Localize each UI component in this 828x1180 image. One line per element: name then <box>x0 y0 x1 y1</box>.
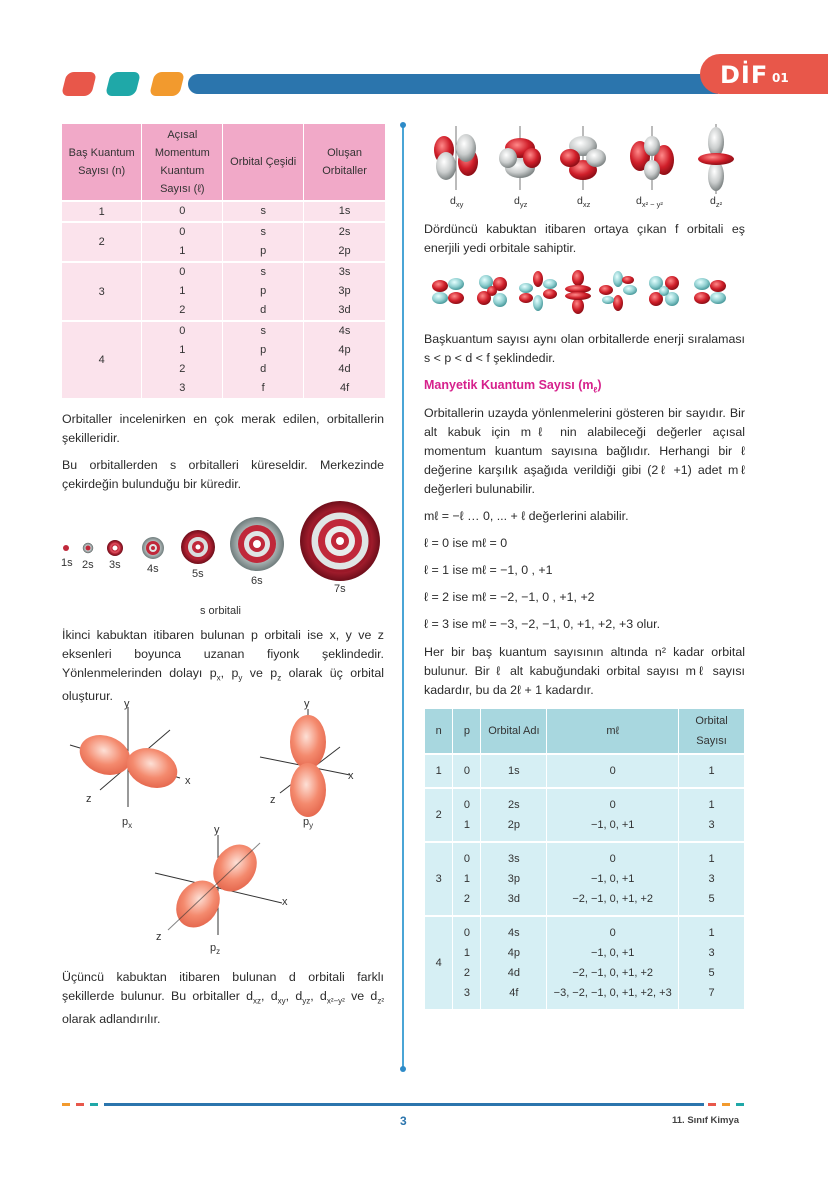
cell-orbital <box>304 262 386 321</box>
header-bar <box>188 74 718 94</box>
cell-l-value: 0 <box>179 266 186 278</box>
col-header: Baş Kuantum Sayısı (n) <box>62 124 142 201</box>
cell-n: 2 <box>425 788 453 842</box>
subscript: yz <box>302 996 311 1006</box>
divider-dot <box>400 122 406 128</box>
quantum-numbers-table <box>62 124 386 398</box>
f-orbital <box>599 271 637 311</box>
paragraph: Her bir baş kuantum sayısının altında n² kadar orbital bulunur. Bir ℓ alt kabuğundaki orbital sayısı mℓ sayısı kadardır, bu da 2ℓ + 1 kadardır. <box>424 645 745 697</box>
subscript: z <box>277 673 282 683</box>
cell-count <box>679 916 745 1009</box>
subscript: z² <box>715 200 723 209</box>
cell-count-value: 5 <box>708 967 715 979</box>
cell-type <box>223 262 304 321</box>
f-orbital <box>432 278 464 304</box>
f-orbital <box>694 278 726 304</box>
cell-p-value: 0 <box>463 799 470 811</box>
cell-n: 1 <box>425 754 453 788</box>
p-text: olarak adlandırılır. <box>62 1012 161 1027</box>
col-header: Orbital Sayısı <box>679 709 745 754</box>
f-orbital <box>519 271 557 311</box>
cell-count <box>679 754 745 788</box>
p-text: İkinci kabuktan itibaren bulunan p orbitali ise x, y ve z eksenleri boyunca uzanan fiyonk şeklindedir. Yönlenmelerinden dolayı p <box>62 628 384 680</box>
table-row <box>62 262 386 321</box>
equation: ℓ = 2 ise mℓ = −2, −1, 0 , +1, +2 <box>424 590 595 604</box>
f-orbital <box>649 276 679 306</box>
subscript: ℓ <box>593 385 598 395</box>
cell-type <box>223 321 304 398</box>
cell-name-value: 2s <box>508 799 520 811</box>
cell-orbital-value: 1s <box>338 205 351 217</box>
subscript: x <box>128 821 133 830</box>
cell-name-value: 1s <box>508 765 520 777</box>
cell-name <box>481 788 547 842</box>
cell-p-value: 0 <box>463 927 470 939</box>
footer-dash <box>76 1103 84 1106</box>
table-row <box>425 916 745 1009</box>
cell-name-value: 3p <box>507 873 520 885</box>
table-row <box>425 788 745 842</box>
column-divider <box>402 124 404 1070</box>
cell-orbital-value: 4f <box>339 382 350 394</box>
table-header-row <box>62 124 386 201</box>
equation: ℓ = 1 ise mℓ = −1, 0 , +1 <box>424 563 553 577</box>
cell-count-value: 1 <box>708 927 715 939</box>
cell-p <box>453 842 481 916</box>
cell-type <box>223 222 304 262</box>
paragraph: Üçüncü kabuktan itibaren bulunan d orbitali farklı şekillerde bulunur. Bu orbitaller $d_{xz}$, $d_{xy}$, $d_{yz}$, $d_{x^2-y^2}$ ve $d_{z^2}$ olarak adlandırılır. <box>62 970 384 1027</box>
paragraph: Başkuantum sayısı aynı olan orbitallerde enerji sıralaması s < p < d < f şeklindedir. <box>424 332 745 365</box>
subscript: x²−y² <box>326 996 345 1006</box>
cell-name-value: 4p <box>507 947 520 959</box>
subscript: x² − y² <box>641 200 663 209</box>
p-text: ve <box>351 989 365 1003</box>
col-header: p <box>453 709 481 754</box>
axis-label: x <box>282 896 288 908</box>
svg-text:py <box>303 816 313 830</box>
cell-count <box>679 788 745 842</box>
cell-l <box>142 321 223 398</box>
cell-l-value: 2 <box>179 363 186 375</box>
table-header-row <box>425 709 745 754</box>
p-orbitals-figure <box>60 695 400 960</box>
cell-name-value: 3s <box>508 853 520 865</box>
col-header: Orbital Çeşidi <box>223 124 304 201</box>
d-label: d <box>636 195 642 207</box>
cell-p <box>453 916 481 1009</box>
svg-text:dyz <box>514 195 528 209</box>
cell-m <box>547 842 679 916</box>
cell-p <box>453 754 481 788</box>
paragraph: Bu orbitallerden s orbitalleri küreseldir. Merkezinde çekirdeğin bulunduğu bir küredir. <box>62 458 384 491</box>
cell-type-value: d <box>260 304 267 316</box>
col-header: Orbital Adı <box>481 709 547 754</box>
axis-label: y <box>214 824 220 836</box>
cell-name <box>481 916 547 1009</box>
cell-n: 3 <box>62 262 142 321</box>
cell-p-value: 2 <box>463 967 470 979</box>
py-orbital <box>260 698 354 830</box>
cell-orbital-value: 3d <box>338 304 351 316</box>
cell-n: 2 <box>62 222 142 262</box>
p-text: ve p <box>242 666 278 680</box>
cell-m-value: −3, −2, −1, 0, +1, +2, +3 <box>553 987 672 999</box>
p-text: Üçüncü kabuktan itibaren bulunan d orbitali farklı şekillerde bulunur. Bu orbitaller d <box>62 970 384 1003</box>
section-heading <box>424 378 602 395</box>
d-label: d <box>710 195 716 207</box>
s-label: 3s <box>109 559 121 571</box>
cell-n: 4 <box>425 916 453 1009</box>
s-label: 5s <box>192 568 204 580</box>
subscript: y <box>309 821 314 830</box>
cell-m <box>547 916 679 1009</box>
paragraph: Dördüncü kabuktan itibaren ortaya çıkan f orbitali eş enerjili yedi orbitale sahiptir. <box>424 222 745 255</box>
footer-dash <box>722 1103 730 1106</box>
s-label: 2s <box>82 559 94 571</box>
cell-m <box>547 788 679 842</box>
cell-orbital <box>304 321 386 398</box>
table-row <box>425 842 745 916</box>
svg-text:dz² <box>710 195 723 209</box>
p-text: , p <box>220 666 239 680</box>
cell-l-value: 1 <box>179 285 186 297</box>
paragraph: Orbitaller incelenirken en çok merak edilen, orbitallerin şekilleridir. <box>62 412 384 445</box>
svg-text:dxz <box>577 195 591 209</box>
axis-label: z <box>156 931 162 943</box>
subscript: xy <box>277 996 286 1006</box>
cell-count-value: 7 <box>708 987 715 999</box>
section-badge <box>700 54 828 94</box>
cell-m-value: −2, −1, 0, +1, +2 <box>572 893 654 905</box>
footer-dash <box>90 1103 98 1106</box>
cell-m-value: −2, −1, 0, +1, +2 <box>572 967 654 979</box>
subscript: yz <box>519 200 528 209</box>
cell-l-value: 0 <box>179 226 186 238</box>
subscript: z² <box>377 996 384 1006</box>
cell-type-value: s <box>260 205 266 217</box>
footer-dash <box>736 1103 744 1106</box>
d-orbitals-figure <box>420 120 750 210</box>
s-orbitals-figure <box>55 500 395 604</box>
cell-orbital-value: 2s <box>338 226 351 238</box>
col-header: Oluşan Orbitaller <box>304 124 386 201</box>
d-label: d <box>577 195 583 207</box>
cell-count-value: 3 <box>708 819 715 831</box>
d-label: d <box>450 195 456 207</box>
axis-label: z <box>86 793 92 805</box>
cell-type-value: p <box>260 344 267 356</box>
d-label: d <box>514 195 520 207</box>
page-number: 3 <box>400 1114 407 1128</box>
equation: ℓ = 0 ise mℓ = 0 <box>424 536 508 550</box>
cell-n: 1 <box>62 201 142 222</box>
pz-orbital <box>155 824 288 956</box>
axis-label: y <box>304 698 310 710</box>
cell-p-value: 1 <box>463 819 470 831</box>
cell-p-value: 1 <box>463 873 470 885</box>
subscript: x <box>216 673 221 683</box>
subscript: xy <box>455 200 464 209</box>
s-label: 4s <box>147 563 159 575</box>
cell-name-value: 4s <box>508 927 520 939</box>
cell-m-value: 0 <box>609 853 616 865</box>
cell-name-value: 3d <box>507 893 520 905</box>
subscript: y <box>238 673 243 683</box>
footer-line <box>104 1103 704 1106</box>
cell-type-value: p <box>260 245 267 257</box>
table-row <box>62 201 386 222</box>
cell-l-value: 1 <box>179 245 186 257</box>
cell-l-value: 3 <box>179 382 186 394</box>
s-orbital-caption: s orbitali <box>200 605 241 617</box>
cell-count-value: 1 <box>708 765 715 777</box>
cell-orbital-value: 3p <box>338 285 351 297</box>
cell-m-value: 0 <box>609 927 616 939</box>
table-row <box>62 321 386 398</box>
cell-orbital-value: 4p <box>338 344 351 356</box>
divider-dot <box>400 1066 406 1072</box>
axis-label: y <box>124 698 130 710</box>
s-label: 6s <box>251 575 263 587</box>
cell-count-value: 1 <box>708 799 715 811</box>
d-orbital-xy <box>434 126 478 190</box>
f-orbital <box>477 275 507 307</box>
cell-type-value: p <box>260 285 267 297</box>
col-header: mℓ <box>547 709 679 754</box>
cell-type-value: d <box>260 363 267 375</box>
cell-l <box>142 262 223 321</box>
f-orbital <box>565 270 591 314</box>
subscript: xz <box>253 996 262 1006</box>
heading-text: Manyetik Kuantum Sayısı (m <box>424 378 594 392</box>
header-square-teal <box>105 72 141 96</box>
cell-orbital <box>304 201 386 222</box>
cell-n: 4 <box>62 321 142 398</box>
orbital-1s <box>63 545 69 551</box>
badge-text: DİF <box>720 61 769 89</box>
svg-text:px <box>122 816 132 830</box>
table-row <box>62 222 386 262</box>
col-header: Açısal Momentum Kuantum Sayısı (ℓ) <box>142 124 223 201</box>
s-label: 1s <box>61 557 73 569</box>
axis-label: x <box>185 775 191 787</box>
cell-l-value: 1 <box>179 344 186 356</box>
pz-label: p <box>210 942 217 954</box>
paragraph: Orbitallerin uzayda yönlenmelerini gösteren bir sayıdır. Bir alt kabuk için mℓ nin alabileceği değerler açısal momentum kuantum sayısına bağlıdır. Herhangi bir ℓ değerine karşılık aşağıda verildiği gibi (2ℓ +1) adet mℓ değerleri bulunabilir. <box>424 406 745 496</box>
cell-type-value: s <box>260 226 266 238</box>
col-header: n <box>425 709 453 754</box>
cell-m-value: 0 <box>609 799 616 811</box>
table-body <box>425 754 745 1009</box>
cell-orbital-value: 3s <box>338 266 351 278</box>
f-orbitals-figure <box>428 268 746 316</box>
cell-name <box>481 754 547 788</box>
cell-orbital-value: 4s <box>338 325 351 337</box>
cell-m-value: −1, 0, +1 <box>590 819 635 831</box>
d-orbital-x2-y2 <box>630 126 674 190</box>
px-label: p <box>122 816 129 828</box>
cell-name-value: 2p <box>507 819 520 831</box>
cell-m-value: 0 <box>609 765 616 777</box>
cell-name-value: 4f <box>509 987 519 999</box>
s-label: 7s <box>334 583 346 595</box>
subscript: z <box>216 947 221 956</box>
cell-count-value: 3 <box>708 947 715 959</box>
cell-count <box>679 842 745 916</box>
cell-m-value: −1, 0, +1 <box>590 873 635 885</box>
cell-orbital-value: 4d <box>338 363 351 375</box>
table-row <box>425 754 745 788</box>
header-square-orange <box>149 72 185 96</box>
magnetic-quantum-table <box>425 709 745 1009</box>
cell-l-value: 0 <box>179 325 186 337</box>
table-body <box>62 201 386 398</box>
px-orbital <box>70 698 191 830</box>
footer-dash <box>708 1103 716 1106</box>
py-label: p <box>303 816 310 828</box>
d-orbital-xz <box>560 126 606 190</box>
cell-p <box>453 788 481 842</box>
equation: ℓ = 3 ise mℓ = −3, −2, −1, 0, +1, +2, +3 olur. <box>424 617 661 631</box>
cell-p-value: 0 <box>463 765 470 777</box>
p-text: olarak üç orbital oluşturur. <box>62 666 384 704</box>
subscript: xz <box>582 200 591 209</box>
cell-p-value: 1 <box>463 947 470 959</box>
cell-p-value: 3 <box>463 987 470 999</box>
cell-m <box>547 754 679 788</box>
footer-dash <box>62 1103 70 1106</box>
heading-text: ) <box>597 378 602 392</box>
header-square-red <box>61 72 97 96</box>
axis-label: z <box>270 794 276 806</box>
cell-name <box>481 842 547 916</box>
cell-count-value: 5 <box>708 893 715 905</box>
d-orbital-z2 <box>698 124 734 194</box>
cell-l <box>142 201 223 222</box>
book-title: 11. Sınıf Kimya <box>672 1115 740 1126</box>
cell-orbital <box>304 222 386 262</box>
svg-text:dx² − y² <box>636 195 663 209</box>
cell-l-value: 2 <box>179 304 186 316</box>
cell-type-value: s <box>260 325 266 337</box>
cell-n: 3 <box>425 842 453 916</box>
cell-count-value: 3 <box>708 873 715 885</box>
cell-p-value: 0 <box>463 853 470 865</box>
cell-m-value: −1, 0, +1 <box>590 947 635 959</box>
cell-type-value: s <box>260 266 266 278</box>
cell-orbital-value: 2p <box>338 245 351 257</box>
equation: mℓ = −ℓ … 0, ... + ℓ değerlerini alabilir. <box>424 509 629 523</box>
cell-type-value: f <box>261 382 265 394</box>
cell-type <box>223 201 304 222</box>
svg-text:dxy <box>450 195 464 209</box>
cell-l-value: 0 <box>179 205 186 217</box>
cell-p-value: 2 <box>463 893 470 905</box>
axis-label: x <box>348 770 354 782</box>
d-orbital-yz <box>499 126 541 190</box>
cell-name-value: 4d <box>507 967 520 979</box>
badge-number: 01 <box>772 71 789 85</box>
svg-text:pz <box>210 942 220 956</box>
cell-count-value: 1 <box>708 853 715 865</box>
cell-l <box>142 222 223 262</box>
